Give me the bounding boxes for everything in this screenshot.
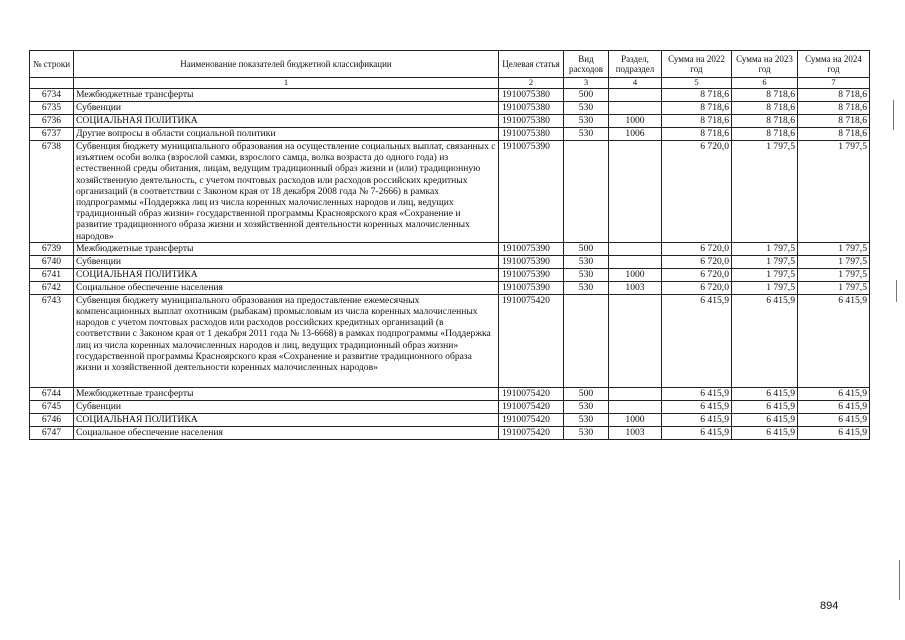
sum-2022: 8 718,6 <box>662 115 732 128</box>
row-number: 6740 <box>30 255 74 268</box>
expense-type: 500 <box>564 242 609 255</box>
sum-2023: 1 797,5 <box>732 255 798 268</box>
indicator-name: Межбюджетные трансферты <box>74 242 499 255</box>
column-number <box>30 78 74 89</box>
sum-2024: 8 718,6 <box>798 102 870 115</box>
row-number: 6739 <box>30 242 74 255</box>
indicator-name: Субвенция бюджету муниципального образования на предоставление ежемесячных компенсационных выплат охотникам (рыбакам) промысловым из числа коренных малочисленных народов с учетом почтовых расходов или расходов российских кредитных организаций (в соответствии с Законом края от 1 декабря 2011 года № 13-6668) в рамках подпрограммы «Поддержка лиц из числа коренных малочисленных народов и лиц, ведущих традиционный образ жизни» государственной программы Красноярского края «Сохранение и развитие традиционного образа жизни и хозяйственной деятельности коренных малочисленных народов» <box>74 294 499 387</box>
sum-2022: 6 720,0 <box>662 255 732 268</box>
section: 1000 <box>609 414 662 427</box>
sum-2023: 8 718,6 <box>732 89 798 102</box>
header-sum-2024: Сумма на 2024 год <box>798 51 870 78</box>
expense-type: 530 <box>564 115 609 128</box>
table-row <box>30 128 870 141</box>
row-number: 6746 <box>30 414 74 427</box>
table-row <box>30 242 870 255</box>
indicator-name: Другие вопросы в области социальной политики <box>74 128 499 141</box>
sum-2024: 1 797,5 <box>798 281 870 294</box>
sum-2022: 6 720,0 <box>662 281 732 294</box>
sum-2022: 6 720,0 <box>662 141 732 243</box>
budget-table-sheet <box>29 50 869 440</box>
indicator-name: СОЦИАЛЬНАЯ ПОЛИТИКА <box>74 414 499 427</box>
sum-2023: 6 415,9 <box>732 401 798 414</box>
sum-2022: 8 718,6 <box>662 102 732 115</box>
row-number: 6737 <box>30 128 74 141</box>
row-number: 6741 <box>30 268 74 281</box>
row-number: 6738 <box>30 141 74 243</box>
table-row <box>30 401 870 414</box>
column-number-row <box>30 78 870 89</box>
sum-2022: 6 415,9 <box>662 401 732 414</box>
section <box>609 102 662 115</box>
row-number: 6743 <box>30 294 74 387</box>
row-number: 6734 <box>30 89 74 102</box>
target-article: 1910075390 <box>499 281 564 294</box>
target-article: 1910075420 <box>499 427 564 440</box>
table-row <box>30 281 870 294</box>
sum-2023: 8 718,6 <box>732 102 798 115</box>
indicator-name: Социальное обеспечение населения <box>74 281 499 294</box>
sum-2023: 1 797,5 <box>732 268 798 281</box>
section: 1000 <box>609 268 662 281</box>
row-number: 6745 <box>30 401 74 414</box>
sum-2024: 6 415,9 <box>798 427 870 440</box>
section <box>609 255 662 268</box>
target-article: 1910075380 <box>499 102 564 115</box>
target-article: 1910075390 <box>499 242 564 255</box>
sum-2023: 1 797,5 <box>732 281 798 294</box>
column-number: 2 <box>499 78 564 89</box>
sum-2024: 8 718,6 <box>798 115 870 128</box>
column-number: 7 <box>798 78 870 89</box>
target-article: 1910075380 <box>499 89 564 102</box>
header-section: Раздел, подраздел <box>609 51 662 78</box>
sum-2024: 1 797,5 <box>798 141 870 243</box>
column-number: 4 <box>609 78 662 89</box>
row-number: 6742 <box>30 281 74 294</box>
indicator-name: Межбюджетные трансферты <box>74 89 499 102</box>
budget-table <box>29 50 870 440</box>
indicator-name: Субвенции <box>74 255 499 268</box>
expense-type <box>564 141 609 243</box>
section <box>609 141 662 243</box>
sum-2023: 6 415,9 <box>732 414 798 427</box>
sum-2024: 6 415,9 <box>798 414 870 427</box>
indicator-name: Субвенция бюджету муниципального образования на осуществление социальных выплат, связанных с изъятием особи волка (взрослой самки, взрослого самца, волка возраста до одного года) из естественной среды обитания, лицам, ведущим традиционный образ жизни и (или) традиционную хозяйственную деятельность, с учетом почтовых расходов или расходов российских кредитных организаций (в соответствии с Законом края от 18 декабря 2008 года № 7-2666) в рамках подпрограммы «Поддержка лиц из числа коренных малочисленных народов и лиц, ведущих традиционный образ жизни» государственной программы Красноярского края «Сохранение и развитие традиционного образа жизни и хозяйственной деятельности коренных малочисленных народов» <box>74 141 499 243</box>
sum-2022: 8 718,6 <box>662 89 732 102</box>
sum-2022: 6 415,9 <box>662 427 732 440</box>
table-row <box>30 294 870 387</box>
sum-2024: 6 415,9 <box>798 294 870 387</box>
expense-type: 500 <box>564 388 609 401</box>
expense-type: 500 <box>564 89 609 102</box>
sum-2022: 6 720,0 <box>662 268 732 281</box>
header-indicator-name: Наименование показателей бюджетной классификации <box>74 51 499 78</box>
sum-2022: 8 718,6 <box>662 128 732 141</box>
sum-2024: 1 797,5 <box>798 268 870 281</box>
sum-2024: 1 797,5 <box>798 255 870 268</box>
sum-2023: 6 415,9 <box>732 294 798 387</box>
sum-2023: 8 718,6 <box>732 128 798 141</box>
indicator-name: Межбюджетные трансферты <box>74 388 499 401</box>
header-sum-2023: Сумма на 2023 год <box>732 51 798 78</box>
target-article: 1910075390 <box>499 255 564 268</box>
table-row <box>30 141 870 243</box>
sum-2023: 1 797,5 <box>732 141 798 243</box>
header-row-number: № строки <box>30 51 74 78</box>
expense-type: 530 <box>564 401 609 414</box>
sum-2023: 6 415,9 <box>732 388 798 401</box>
scan-edge-mark <box>896 280 897 302</box>
section: 1003 <box>609 281 662 294</box>
expense-type: 530 <box>564 281 609 294</box>
expense-type: 530 <box>564 102 609 115</box>
target-article: 1910075420 <box>499 414 564 427</box>
expense-type: 530 <box>564 427 609 440</box>
table-row <box>30 115 870 128</box>
expense-type <box>564 294 609 387</box>
sum-2024: 6 415,9 <box>798 388 870 401</box>
column-number: 5 <box>662 78 732 89</box>
indicator-name: СОЦИАЛЬНАЯ ПОЛИТИКА <box>74 268 499 281</box>
section: 1006 <box>609 128 662 141</box>
expense-type: 530 <box>564 414 609 427</box>
indicator-name: Субвенции <box>74 401 499 414</box>
indicator-name: СОЦИАЛЬНАЯ ПОЛИТИКА <box>74 115 499 128</box>
sum-2022: 6 720,0 <box>662 242 732 255</box>
indicator-name: Субвенции <box>74 102 499 115</box>
section: 1003 <box>609 427 662 440</box>
row-number: 6736 <box>30 115 74 128</box>
target-article: 1910075420 <box>499 294 564 387</box>
sum-2023: 6 415,9 <box>732 427 798 440</box>
target-article: 1910075420 <box>499 401 564 414</box>
sum-2024: 6 415,9 <box>798 401 870 414</box>
section <box>609 89 662 102</box>
page-number: 894 <box>820 600 839 612</box>
sum-2024: 8 718,6 <box>798 89 870 102</box>
target-article: 1910075380 <box>499 128 564 141</box>
header-sum-2022: Сумма на 2022 год <box>662 51 732 78</box>
section <box>609 388 662 401</box>
sum-2023: 8 718,6 <box>732 115 798 128</box>
sum-2022: 6 415,9 <box>662 388 732 401</box>
section: 1000 <box>609 115 662 128</box>
target-article: 1910075420 <box>499 388 564 401</box>
column-number: 6 <box>732 78 798 89</box>
sum-2023: 1 797,5 <box>732 242 798 255</box>
table-row <box>30 388 870 401</box>
expense-type: 530 <box>564 255 609 268</box>
section <box>609 242 662 255</box>
sum-2022: 6 415,9 <box>662 414 732 427</box>
table-row <box>30 102 870 115</box>
table-row <box>30 89 870 102</box>
sum-2024: 8 718,6 <box>798 128 870 141</box>
section <box>609 401 662 414</box>
sum-2022: 6 415,9 <box>662 294 732 387</box>
table-row <box>30 268 870 281</box>
column-number: 1 <box>74 78 499 89</box>
scan-edge-mark <box>899 560 900 600</box>
column-number: 3 <box>564 78 609 89</box>
sum-2024: 1 797,5 <box>798 242 870 255</box>
target-article: 1910075390 <box>499 268 564 281</box>
indicator-name: Социальное обеспечение населения <box>74 427 499 440</box>
row-number: 6744 <box>30 388 74 401</box>
section <box>609 294 662 387</box>
expense-type: 530 <box>564 268 609 281</box>
table-header-row <box>30 51 870 78</box>
target-article: 1910075390 <box>499 141 564 243</box>
table-row <box>30 427 870 440</box>
header-expense-type: Вид расходов <box>564 51 609 78</box>
table-row <box>30 255 870 268</box>
scan-edge-mark <box>893 100 894 130</box>
expense-type: 530 <box>564 128 609 141</box>
header-target-article: Целевая статья <box>499 51 564 78</box>
table-row <box>30 414 870 427</box>
target-article: 1910075380 <box>499 115 564 128</box>
row-number: 6735 <box>30 102 74 115</box>
row-number: 6747 <box>30 427 74 440</box>
